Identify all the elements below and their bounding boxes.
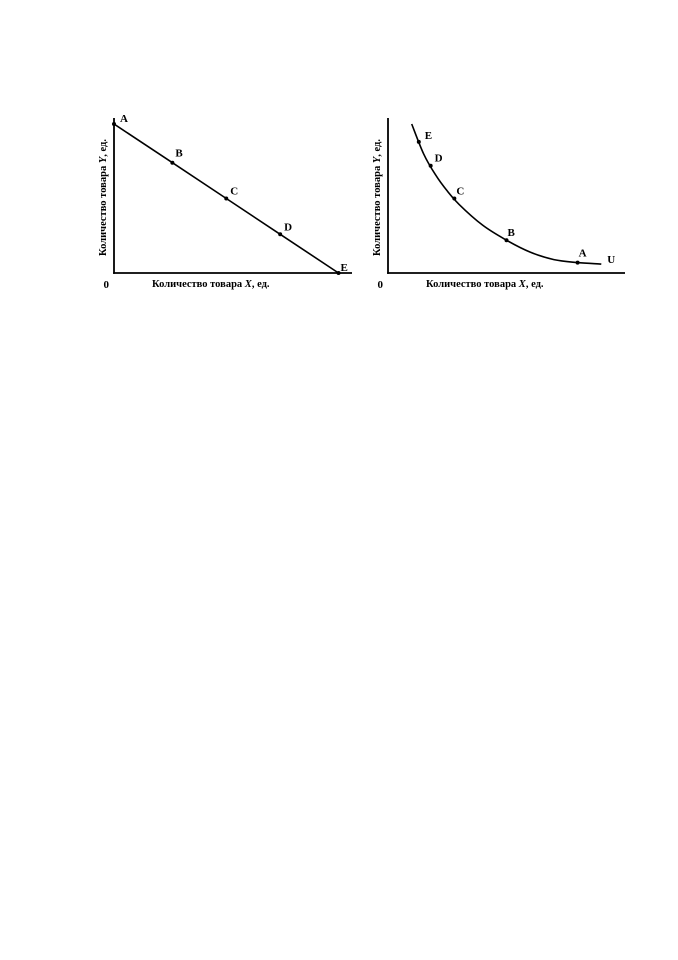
point-d-marker — [278, 232, 282, 236]
left-origin-label: 0 — [103, 279, 109, 291]
point-b-marker — [170, 161, 174, 165]
point-a-marker — [112, 122, 116, 126]
left-point-marks — [112, 113, 348, 275]
point-a-label: A — [120, 112, 128, 125]
point-a-label: A — [578, 247, 587, 260]
left-y-axis-title: Количество товара Y, ед. — [98, 139, 109, 256]
right-y-axis-title: Количество товара Y, ед. — [372, 139, 383, 256]
budget-line-chart — [98, 113, 352, 291]
point-d-label: D — [284, 221, 293, 234]
right-point-marks — [417, 130, 587, 265]
point-c-label: C — [230, 185, 239, 198]
left-x-axis-title: Количество товара X, ед. — [152, 279, 270, 290]
point-d-label: D — [434, 152, 443, 165]
point-b-label: B — [507, 227, 515, 240]
point-c-label: C — [456, 185, 465, 198]
point-e-marker — [417, 140, 421, 144]
right-x-axis-title: Количество товара X, ед. — [426, 279, 544, 290]
point-c-marker — [224, 196, 228, 200]
curve-label-u: U — [607, 254, 616, 267]
point-e-label: E — [340, 262, 348, 274]
right-origin-label: 0 — [377, 279, 383, 291]
point-e-label: E — [424, 129, 433, 142]
indifference-curve-chart — [372, 118, 625, 291]
indifference-curve — [412, 124, 602, 264]
point-b-label: B — [175, 147, 183, 160]
point-a-marker — [576, 261, 580, 265]
point-d-marker — [429, 164, 433, 168]
